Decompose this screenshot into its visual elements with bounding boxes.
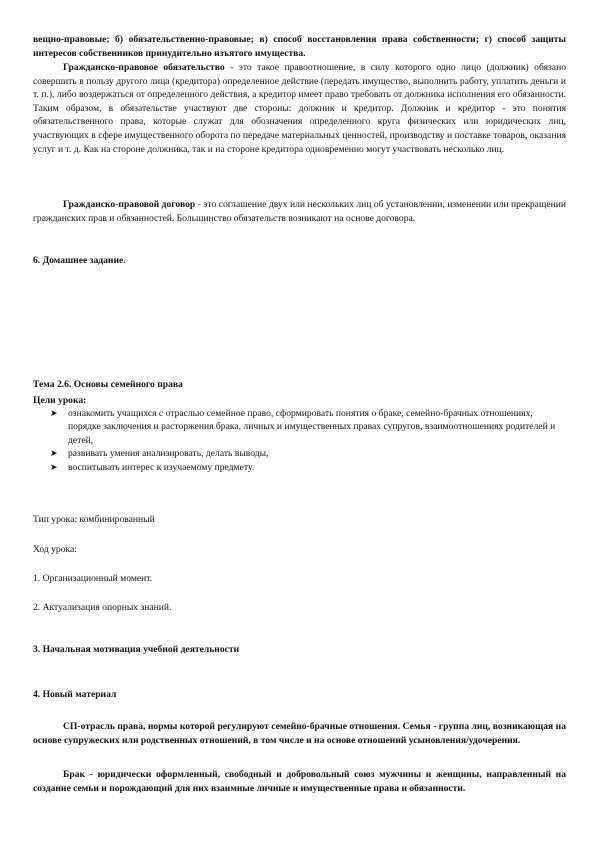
term-civil-contract: Гражданско-правовой договор bbox=[63, 199, 196, 210]
obligation-definition: - это такое правоотношение, в силу которого одно лицо (должник) обязано совершить в пользу другого лица (кредитора) определенное действие (передать имущество, выполнить работу, уплатить деньги и т. п.), либо воздержаться от определенного действия, а кредитор имеет право требовать от должника исполнения его обязанности. Таким образом, в обязательстве участвуют две стороны: должник и кредитор. Должник и кредитор - это понятия обязательственного права, которые служат для обозначения определенного круга физических или юридических лиц, участвующих в сфере имущественного оборота по передаче материальных ценностей, производству и поставке товаров, оказания услуг и т. д. Как на стороне должника, так и на стороне кредитора одновременно могут участвовать несколько лиц. bbox=[33, 62, 567, 155]
step-motivation: 3. Начальная мотивация учебной деятельности bbox=[33, 644, 240, 655]
step-actualization: 2. Актуализация опорных знаний. bbox=[33, 602, 172, 613]
paragraph-marriage: Брак - юридически оформленный, свободный и добровольный союз мужчины и женщины, направленный на создание семьи и порождающий для них взаимные личные и имущественные права и обязанности. bbox=[33, 769, 566, 794]
topic-heading: Тема 2.6. Основы семейного права bbox=[33, 379, 183, 390]
goal-item bbox=[33, 447, 566, 460]
lesson-flow: Ход урока: bbox=[33, 544, 77, 555]
goal-item bbox=[33, 461, 566, 474]
paragraph-continued: вещно-правовые; б) обязательственно-правовые; в) способ восстановления права собственности; г) способ защиты интересов собственников принудительно изъятого имущества. bbox=[33, 34, 566, 59]
goal-item bbox=[33, 407, 566, 447]
arrow-bullet-icon: ➤ bbox=[50, 408, 58, 418]
goals-heading: Цели урока: bbox=[33, 395, 87, 406]
goal-text: ознакомить учащихся с отраслью семейное право, сформировать понятия о браке, семейно-брачных отношениях, порядке заключения и расторжения брака, личных и имущественных правах супругов, взаимоотношениях родителей и детей, bbox=[68, 408, 556, 446]
goal-text: развивать умения анализировать, делать выводы, bbox=[68, 448, 269, 460]
goal-text: воспитывать интерес к изучаемому предмету. bbox=[68, 461, 255, 473]
lesson-type: Тип урока: комбинированный bbox=[33, 514, 155, 525]
step-organizational: 1. Организационный момент. bbox=[33, 573, 153, 584]
term-civil-obligation: Гражданско-правовое обязательство bbox=[63, 62, 225, 73]
homework-heading: 6. Домашнее задание. bbox=[33, 255, 126, 266]
contract-definition: - это соглашение двух или нескольких лиц об установлении, изменении или прекращении гражданских прав и обязанностей. Большинство обязательств возникают на основе договора. bbox=[33, 199, 566, 224]
paragraph-family-law: СП-отрасль права, нормы которой регулируют семейно-брачные отношения. Семья - группа лиц, возникающая на основе супружеских или родственных отношений, в том числе и на основе отношений усыновления/удочерения. bbox=[33, 721, 566, 746]
step-new-material: 4. Новый материал bbox=[33, 689, 117, 700]
goals-list bbox=[33, 407, 566, 474]
paragraph-contract bbox=[33, 198, 566, 225]
arrow-bullet-icon: ➤ bbox=[50, 461, 58, 472]
arrow-bullet-icon: ➤ bbox=[50, 448, 58, 459]
paragraph-obligation bbox=[33, 61, 566, 156]
